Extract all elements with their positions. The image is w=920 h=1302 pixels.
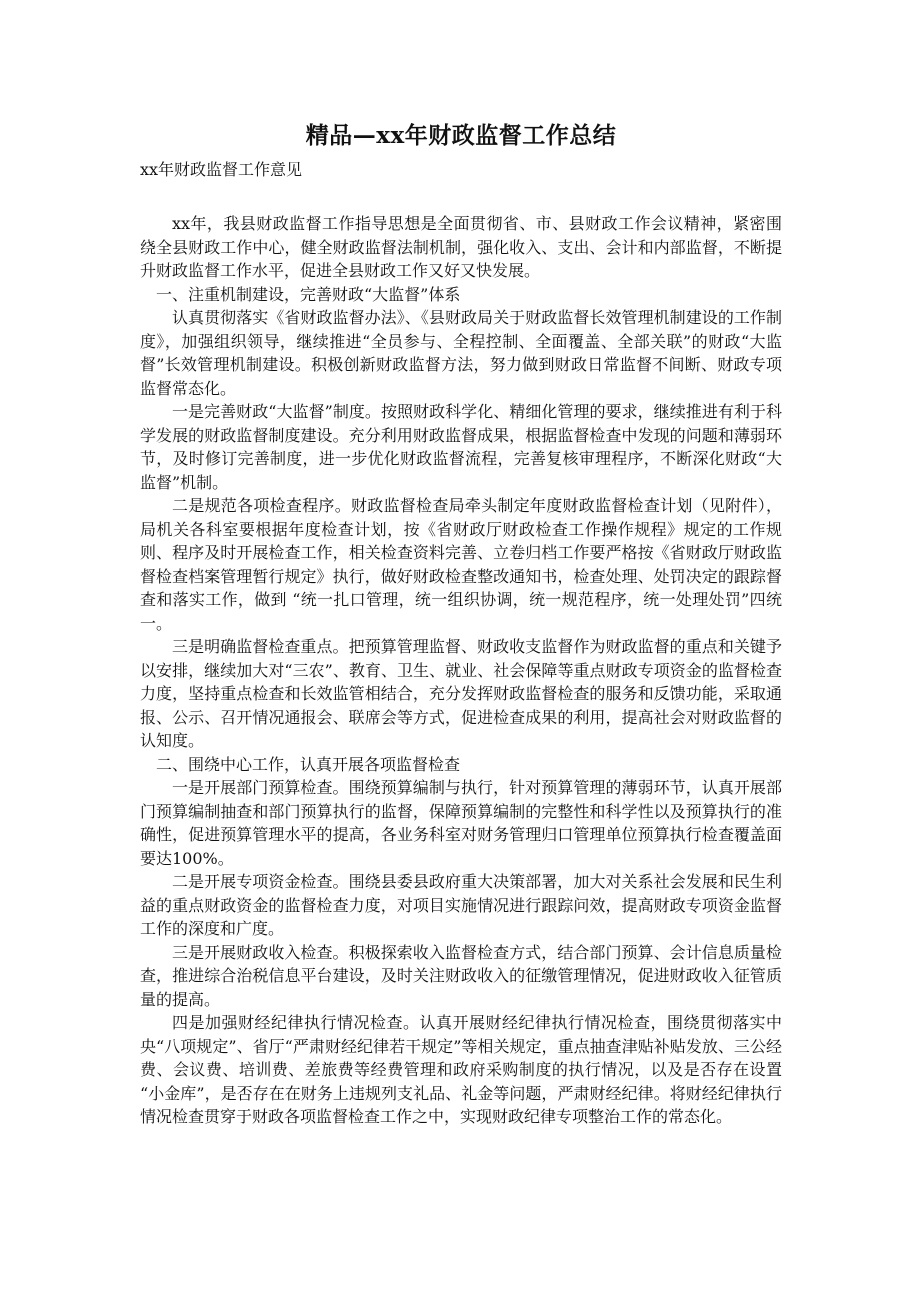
paragraph: 认真贯彻落实《省财政监督办法》、《县财政局关于财政监督长效管理机制建设的工作制度》，加强组织领导，继续推进“全员参与、全程控制、全面覆盖、全部关联”的财政“大监督”长效管理机制建设。积极创新财政监督方法，努力做到财政日常监督不间断、财政专项监督常态化。	[140, 308, 782, 398]
paragraph: 三是开展财政收入检查。积极探索收入监督检查方式，结合部门预算、会计信息质量检查，推进综合治税信息平台建设，及时关注财政收入的征缴管理情况，促进财政收入征管质量的提高。	[140, 942, 782, 1009]
paragraph: 一是开展部门预算检查。围绕预算编制与执行，针对预算管理的薄弱环节，认真开展部门预算编制抽查和部门预算执行的监督，保障预算编制的完整性和科学性以及预算执行的准确性，促进预算管理水平的提高，各业务科室对财务管理归口管理单位预算执行检查覆盖面要达100%。	[140, 778, 782, 868]
section-heading-1: 一、注重机制建设，完善财政“大监督”体系	[156, 284, 461, 304]
paragraph: 二是开展专项资金检查。围绕县委县政府重大决策部署，加大对关系社会发展和民生利益的重点财政资金的监督检查力度，对项目实施情况进行跟踪问效，提高财政专项资金监督工作的深度和广度。	[140, 872, 782, 938]
paragraph: 一是完善财政“大监督”制度。按照财政科学化、精细化管理的要求，继续推进有利于科学发展的财政监督制度建设。充分利用财政监督成果，根据监督检查中发现的问题和薄弱环节，及时修订完善制度，进一步优化财政监督流程，完善复核审理程序，不断深化财政“大监督”机制。	[140, 402, 782, 492]
paragraph: 三是明确监督检查重点。把预算管理监督、财政收支监督作为财政监督的重点和关键予以安排，继续加大对“三农”、教育、卫生、就业、社会保障等重点财政专项资金的监督检查力度，坚持重点检查和长效监管相结合，充分发挥财政监督检查的服务和反馈功能，采取通报、公示、召开情况通报会、联席会等方式，促进检查成果的利用，提高社会对财政监督的认知度。	[140, 637, 782, 750]
paragraph: 四是加强财经纪律执行情况检查。认真开展财经纪律执行情况检查，围绕贯彻落实中央“八项规定”、省厅“严肃财经纪律若干规定”等相关规定，重点抽查津贴补贴发放、三公经费、会议费、培训费、差旅费等经费管理和政府采购制度的执行情况，以及是否存在设置 “小金库”，是否存在在财务上违规列支礼品、礼金等问题，严肃财经纪律。将财经纪律执行情况检查贯穿于财政各项监督检查工作之中，实现财政纪律专项整治工作的常态化。	[140, 1013, 782, 1126]
document-title: 精品—xx年财政监督工作总结	[305, 122, 617, 149]
document-page	[140, 120, 782, 1129]
paragraph: 二是规范各项检查程序。财政监督检查局牵头制定年度财政监督检查计划（见附件），局机关各科室要根据年度检查计划，按《省财政厅财政检查工作操作规程》规定的工作规则、程序及时开展检查工作，相关检查资料完善、立卷归档工作要严格按《省财政厅财政监督检查档案管理暂行规定》执行，做好财政检查整改通知书，检查处理、处罚决定的跟踪督查和落实工作，做到 “统一扎口管理，统一组织协调，统一规范程序，统一处理处罚”四统一。	[140, 496, 782, 633]
section-heading-2: 二、围绕中心工作，认真开展各项监督检查	[156, 754, 461, 774]
paragraph-intro: xx年，我县财政监督工作指导思想是全面贯彻省、市、县财政工作会议精神，紧密围绕全县财政工作中心，健全财政监督法制机制，强化收入、支出、会计和内部监督，不断提升财政监督工作水平，促进全县财政工作又好又快发展。	[140, 214, 782, 280]
document-subtitle: xx年财政监督工作意见	[140, 160, 303, 179]
